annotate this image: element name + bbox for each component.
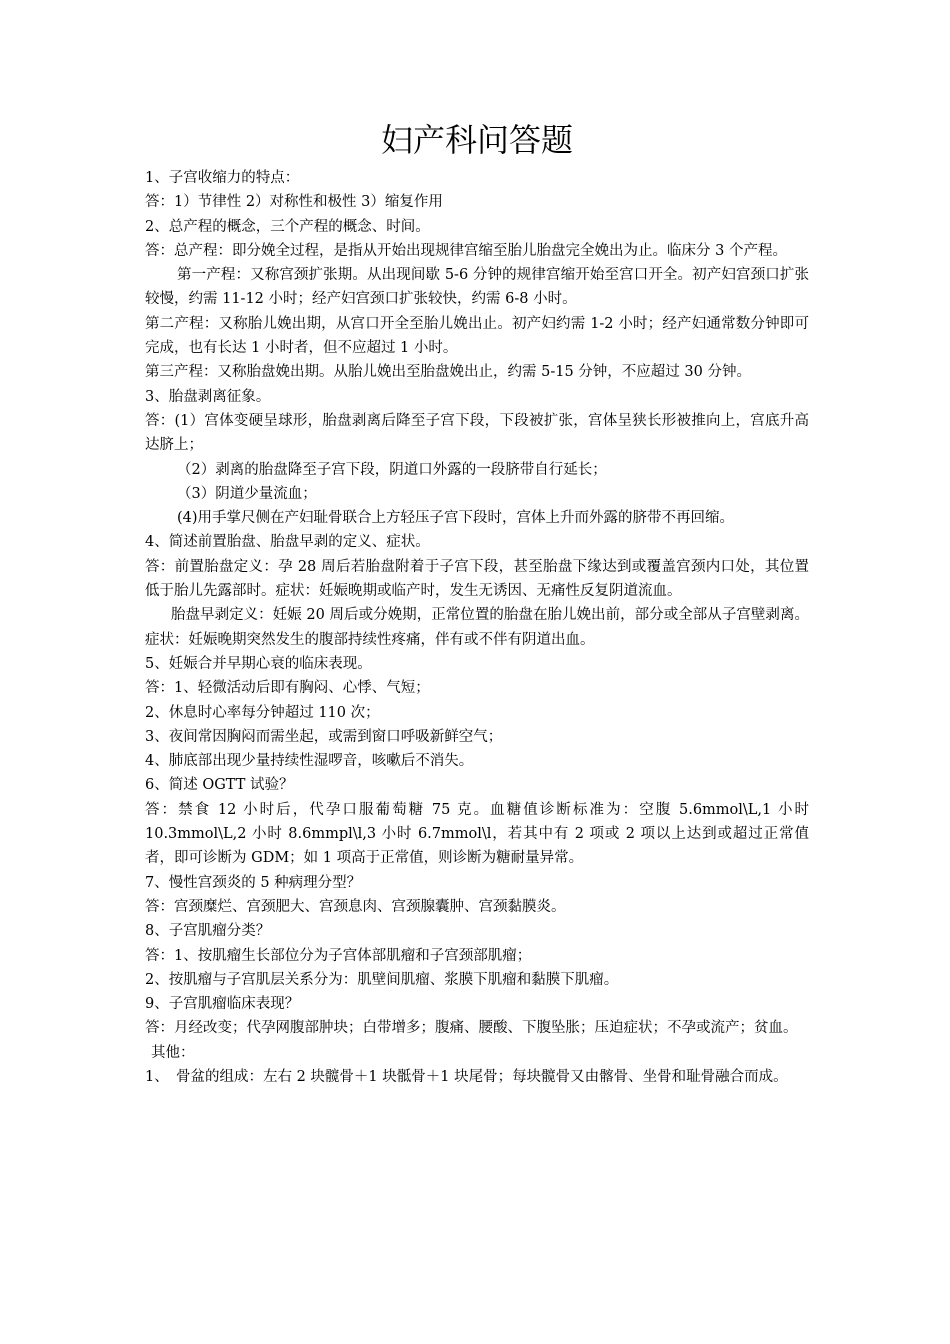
other-item-1: 1、 骨盆的组成：左右 2 块髋骨＋1 块骶骨＋1 块尾骨；每块髋骨又由髂骨、坐骨和耻骨融合而成。: [145, 1068, 788, 1085]
answer-3-item-3: （3）阴道少量流血；: [177, 485, 317, 502]
answer-4-placenta-previa: 答：前置胎盘定义：孕 28 周后若胎盘附着于子宫下段，甚至胎盘下缘达到或覆盖宫颈内口处，其位置低于胎儿先露部时。症状：妊娠晚期或临产时，发生无诱因、无痛性反复阴道流血。: [145, 558, 809, 600]
answer-2-stage-1: 第一产程：又称宫颈扩张期。从出现间歇 5-6 分钟的规律宫缩开始至宫口开全。初产妇宫颈口扩张较慢，约需 11-12 小时；经产妇宫颈口扩张较快，约需 6-8 小时。: [145, 267, 809, 308]
answer-3-item-4: (4)用手掌尺侧在产妇耻骨联合上方轻压子宫下段时，宫体上升而外露的脐带不再回缩。: [177, 510, 735, 527]
answer-8-item-1: 答：1、按肌瘤生长部位分为子宫体部肌瘤和子宫颈部肌瘤；: [145, 947, 532, 964]
answer-9: 答：月经改变；代孕网腹部肿块；白带增多；腹痛、腰酸、下腹坠胀；压迫症状；不孕或流产；贫血。: [145, 1020, 798, 1037]
answer-7: 答：宫颈糜烂、宫颈肥大、宫颈息肉、宫颈腺囊肿、宫颈黏膜炎。: [145, 898, 566, 915]
answer-2: 答：总产程：即分娩全过程，是指从开始出现规律宫缩至胎儿胎盘完全娩出为止。临床分 3 个产程。: [145, 242, 787, 259]
document-page: [145, 118, 809, 1089]
answer-3-item-2: （2）剥离的胎盘降至子宫下段，阴道口外露的一段脐带自行延长；: [177, 461, 607, 478]
answer-3-item-1: 答：(1）宫体变硬呈球形，胎盘剥离后降至子宫下段，下段被扩张，宫体呈狭长形被推向上，宫底升高达脐上；: [145, 412, 809, 454]
document-title: 妇产科问答题: [380, 121, 573, 159]
document-body: [145, 166, 809, 1089]
answer-5-item-3: 3、夜间常因胸闷而需坐起，或需到窗口呼吸新鲜空气；: [145, 728, 503, 745]
answer-8-item-2: 2、按肌瘤与子宫肌层关系分为：肌壁间肌瘤、浆膜下肌瘤和黏膜下肌瘤。: [145, 971, 619, 988]
question-3: 3、胎盘剥离征象。: [145, 388, 271, 405]
question-4: 4、简述前置胎盘、胎盘早剥的定义、症状。: [145, 534, 430, 551]
answer-5-item-4: 4、肺底部出现少量持续性湿啰音，咳嗽后不消失。: [145, 753, 474, 770]
answer-1: 答：1）节律性 2）对称性和极性 3）缩复作用: [145, 194, 443, 211]
question-7: 7、慢性宫颈炎的 5 种病理分型？: [145, 874, 362, 891]
question-8: 8、子宫肌瘤分类？: [145, 923, 271, 940]
answer-6: 答：禁食 12 小时后，代孕口服葡萄糖 75 克。血糖值诊断标准为：空腹 5.6mmol\L,1 小时 10.3mmol\L,2 小时 8.6mmpl\l,3 小时 6.7mmol\l，若其中有 2 项或 2 项以上达到或超过正常值者，即可诊断为 GDM；如 1 项高于正常值，则诊断为糖耐量异常。: [145, 801, 809, 867]
answer-2-stage-2: 第二产程：又称胎儿娩出期，从宫口开全至胎儿娩出止。初产妇约需 1-2 小时；经产妇通常数分钟即可完成，也有长达 1 小时者，但不应超过 1 小时。: [145, 315, 809, 357]
answer-2-stage-3: 第三产程：又称胎盘娩出期。从胎儿娩出至胎盘娩出止，约需 5-15 分钟，不应超过 30 分钟。: [145, 364, 751, 381]
answer-5-item-2: 2、休息时心率每分钟超过 110 次；: [145, 704, 380, 721]
answer-5-item-1: 答：1、轻微活动后即有胸闷、心悸、气短；: [145, 680, 430, 697]
question-9: 9、子宫肌瘤临床表现？: [145, 996, 300, 1013]
question-1: 1、子宫收缩力的特点：: [145, 170, 300, 186]
question-2: 2、总产程的概念，三个产程的概念、时间。: [145, 218, 430, 235]
answer-4-abruption: 胎盘早剥定义：妊娠 20 周后或分娩期，正常位置的胎盘在胎儿娩出前，部分或全部从子宫壁剥离。症状：妊娠晚期突然发生的腹部持续性疼痛，伴有或不伴有阴道出血。: [145, 607, 809, 648]
other-heading: 其他：: [151, 1044, 195, 1061]
question-6: 6、简述 OGTT 试验？: [145, 777, 294, 794]
question-5: 5、妊娠合并早期心衰的临床表现。: [145, 655, 372, 672]
